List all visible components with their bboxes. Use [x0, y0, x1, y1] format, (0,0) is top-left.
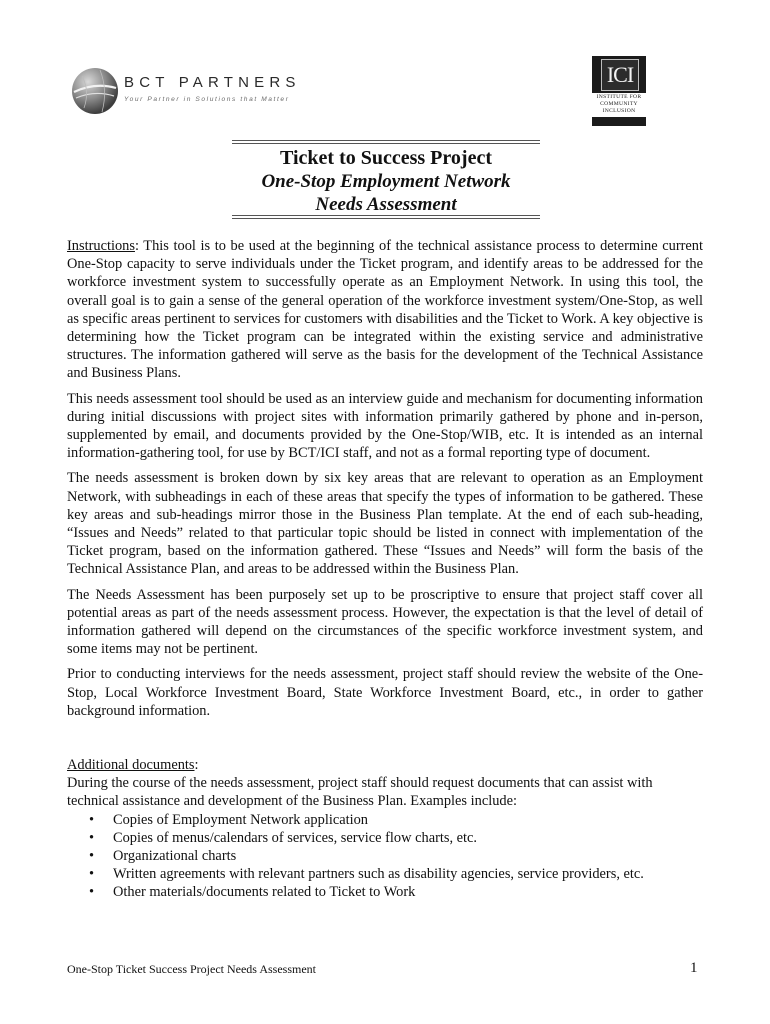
list-item: [67, 847, 703, 865]
additional-documents-heading-line: [67, 756, 703, 774]
paragraph-4: The Needs Assessment has been purposely set up to be proscriptive to ensure that project staff cover all potential areas as part of the needs assessment process. However, the expectation is that the level of detail of information gathered will depend on the circumstances of the specific workforce investment system, and some items may not be pertinent.: [67, 586, 703, 658]
footer-title: One-Stop Ticket Success Project Needs Assessment: [67, 962, 316, 976]
title-bottom-rule: [232, 215, 540, 219]
body-content: [67, 237, 703, 727]
paragraph-3: The needs assessment is broken down by six key areas that are relevant to operation as an Employment Network, with subheadings in each of these areas that specify the types of information to be gathered. These key areas and sub-headings mirror those in the Business Plan template. At the end of each sub-heading, “Issues and Needs” related to that particular topic should be listed in connect with implementation of the Ticket program, based on the information gathered. These “Issues and Needs” will form the basis of the Technical Assistance Plan, and areas to be addressed within the Business Plan.: [67, 470, 703, 578]
list-item-text: Copies of Employment Network application: [113, 811, 368, 828]
ici-subtitle-line3: INCLUSION: [602, 108, 636, 115]
list-item-text: Other materials/documents related to Ticket to Work: [113, 884, 416, 901]
bullet-icon: •: [89, 866, 95, 883]
bullet-icon: •: [89, 811, 95, 828]
additional-documents-section: [67, 756, 703, 902]
bullet-icon: •: [89, 884, 95, 901]
instructions-text: : This tool is to be used at the beginning of the technical assistance process to determine current One-Stop capacity to serve individuals under the Ticket program, and identify areas to be addressed for the workforce investment system to successfully operate as an Employment Network. In using this tool, the overall goal is to gain a sense of the general operation of the workforce investment system/One-Stop, as well as specific areas pertinent to services for customers with disabilities and the Ticket to Work. A key objective is determining how the Ticket program can be integrated within the existing service and administrative structures. The information gathered will serve as the basis for the development of the Technical Assistance and Business Plans.: [67, 238, 703, 382]
additional-documents-intro: During the course of the needs assessment, project staff should request documents that can assist with technical assistance and development of the Business Plan. Examples include:: [67, 775, 653, 810]
globe-icon: [70, 66, 120, 116]
additional-documents-heading: Additional documents: [67, 757, 195, 773]
bullet-icon: •: [89, 829, 95, 846]
list-item-text: Organizational charts: [113, 848, 237, 865]
list-item: [67, 829, 703, 847]
documents-list: [67, 811, 703, 902]
document-subtitle: One-Stop Employment Network: [261, 171, 511, 192]
page-number: 1: [690, 960, 698, 976]
paragraph-5: Prior to conducting interviews for the needs assessment, project staff should review the website of the One-Stop, Local Workforce Investment Board, State Workforce Investment Board, etc., in order to gather background information.: [67, 666, 703, 719]
ici-mark: ICI: [601, 59, 639, 91]
list-item: [67, 811, 703, 829]
list-item: [67, 865, 703, 883]
bct-partners-logo: [70, 66, 300, 116]
title-top-rule: [232, 140, 540, 144]
heading-colon: :: [194, 757, 199, 773]
ici-logo: [592, 56, 646, 126]
document-subtitle-2: Needs Assessment: [315, 194, 457, 215]
document-title: Ticket to Success Project: [280, 147, 492, 169]
list-item-text: Written agreements with relevant partners such as disability agencies, service providers, etc.: [113, 866, 644, 883]
instructions-label: Instructions: [67, 238, 135, 254]
ici-subtitle-line2: COMMUNITY: [600, 101, 638, 108]
ici-subtitle: [592, 93, 646, 117]
instructions-paragraph: [67, 237, 703, 383]
bct-tagline: Your Partner in Solutions that Matter: [124, 96, 290, 103]
list-item-text: Copies of menus/calendars of services, service flow charts, etc.: [113, 829, 478, 846]
ici-subtitle-line1: INSTITUTE FOR: [596, 94, 642, 100]
bullet-icon: •: [89, 848, 95, 865]
list-item: [67, 883, 703, 901]
bct-company-name: BCT PARTNERS: [124, 74, 301, 91]
paragraph-2: This needs assessment tool should be used as an interview guide and mechanism for documenting information during initial discussions with project sites with information primarily gathered by phone and in-person, supplemented by email, and documents provided by the One-Stop/WIB, etc. It is intended as an internal information-gathering tool, for use by BCT/ICI staff, and not as a formal reporting type of document.: [67, 390, 703, 462]
